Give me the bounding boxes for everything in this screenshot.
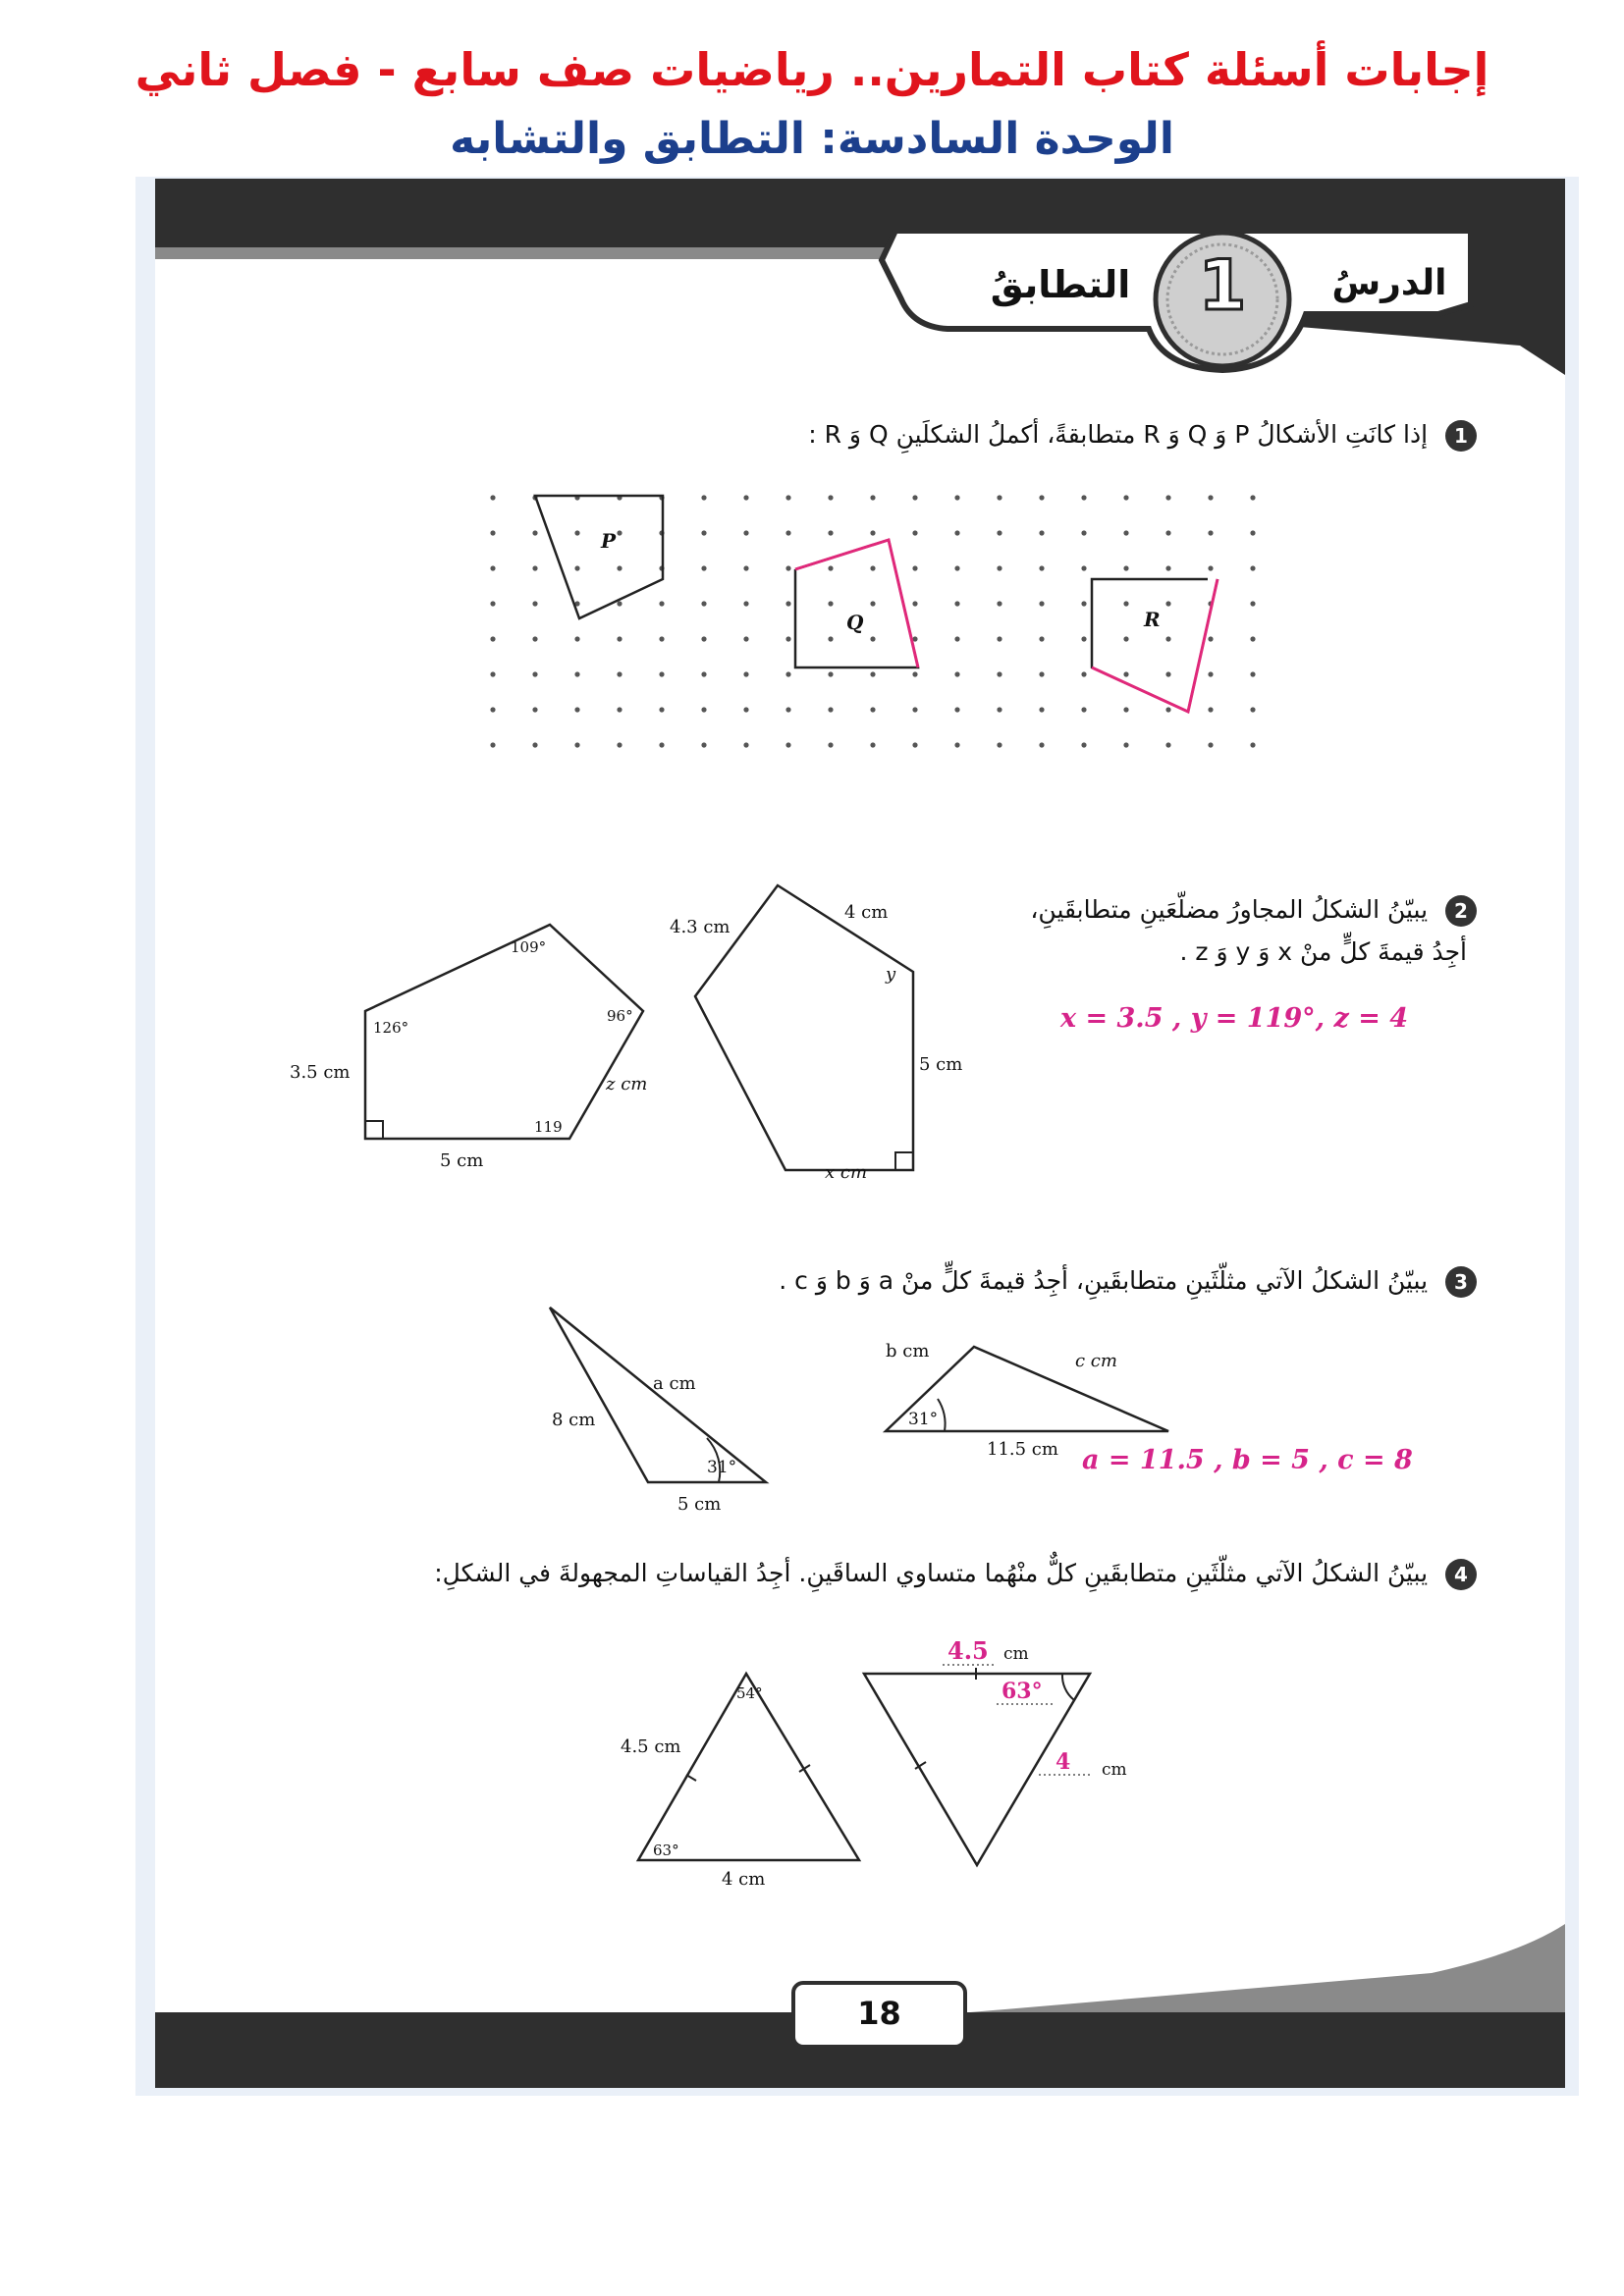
p1-side-35: 3.5 cm [290,1062,351,1083]
question-3-text: يبيّنُ الشكلُ الآتي مثلّثَينِ متطابقَينِ، أجِدُ قيمةَ كلٍّ منْ a وَ b وَ c . [779,1266,1429,1295]
shape-r [1092,579,1218,712]
question-2-answer: x = 3.5 , y = 119°, z = 4 [1060,1003,1409,1034]
page-header-title: إجابات أسئلة كتاب التمارين.. رياضيات صف سابع - فصل ثاني [135,43,1489,96]
t2-angle-answer: 63° [1001,1679,1043,1704]
t2-top-answer: 4.5 [947,1636,989,1665]
t1-angle-63: 63° [653,1842,679,1859]
t1-angle-54: 54° [736,1684,763,1702]
question-1-text: إذا كانَتِ الأشكالُ P وَ Q وَ R متطابقةً، أكملُ الشكلَينِ Q وَ R : [808,420,1429,449]
t2-side-c: c cm [1075,1351,1117,1371]
p1-angle-109: 109° [511,938,547,956]
question-3 [495,1266,1477,1298]
p2-side-43: 4.3 cm [670,917,731,937]
page-header-subtitle: الوحدة السادسة: التطابق والتشابه [450,114,1174,164]
label-r: R [1144,608,1161,631]
lesson-label: الدرسُ [1331,263,1447,303]
question-1-number: 1 [1445,420,1477,452]
p2-side-x: x cm [825,1162,868,1183]
t2-angle-31: 31° [908,1410,939,1429]
label-q: Q [846,611,864,634]
t1-side-4: 4 cm [722,1869,766,1890]
t1-side-8: 8 cm [552,1410,596,1430]
question-2-line2: أجِدُ قيمةَ كلٍّ منْ x وَ y وَ z . [1179,937,1467,966]
question-4 [397,1559,1477,1590]
bottom-band [155,1895,1565,2088]
t2-side-unit: cm [1102,1760,1127,1780]
t2-side-answer: 4 [1056,1749,1071,1775]
question-4-text: يبيّنُ الشكلُ الآتي مثلّثَينِ متطابقَينِ كلٌّ منْهُما متساوي الساقَينِ. أجِدُ القياساتِ المجهولةَ في الشكلِ: [434,1559,1429,1587]
p1-angle-119: 119 [534,1118,563,1136]
t1-angle-31: 31° [707,1458,737,1477]
q2-polygons-figure [275,864,982,1188]
t2-top-unit: cm [1003,1644,1029,1664]
question-2-line1: يبيّنُ الشكلُ المجاورُ مضلّعَينِ متطابقَينِ، [1030,895,1429,924]
t2-side-b: b cm [886,1341,930,1362]
q1-dot-grid-figure [481,486,1267,771]
question-3-answer: a = 11.5 , b = 5 , c = 8 [1082,1445,1413,1475]
question-1 [397,420,1477,452]
p1-angle-126: 126° [373,1019,409,1037]
question-4-number: 4 [1445,1559,1477,1590]
page-number: 18 [857,1995,901,2032]
q3-triangles-figure [540,1296,1178,1522]
p1-angle-96: 96° [607,1007,633,1025]
p2-side-4: 4 cm [844,902,889,923]
question-2-line2-wrap [956,937,1467,966]
question-3-number: 3 [1445,1266,1477,1298]
p1-side-z: z cm [606,1074,648,1095]
p1-side-5: 5 cm [440,1150,484,1171]
lesson-number: 1 [1198,245,1247,326]
q4-triangles-figure [609,1620,1159,1895]
question-2-number: 2 [1445,895,1477,927]
shape-q [795,540,918,667]
p2-angle-y: y [886,964,896,985]
shape-p [535,496,663,618]
lesson-title: التطابقُ [990,263,1131,306]
t1-side-5: 5 cm [677,1494,722,1515]
t1-side-a: a cm [653,1373,696,1394]
label-p: P [601,529,617,553]
t1-side-45: 4.5 cm [621,1736,681,1757]
question-2 [966,895,1477,927]
t2-side-115: 11.5 cm [987,1439,1058,1460]
p2-side-5: 5 cm [919,1054,963,1075]
